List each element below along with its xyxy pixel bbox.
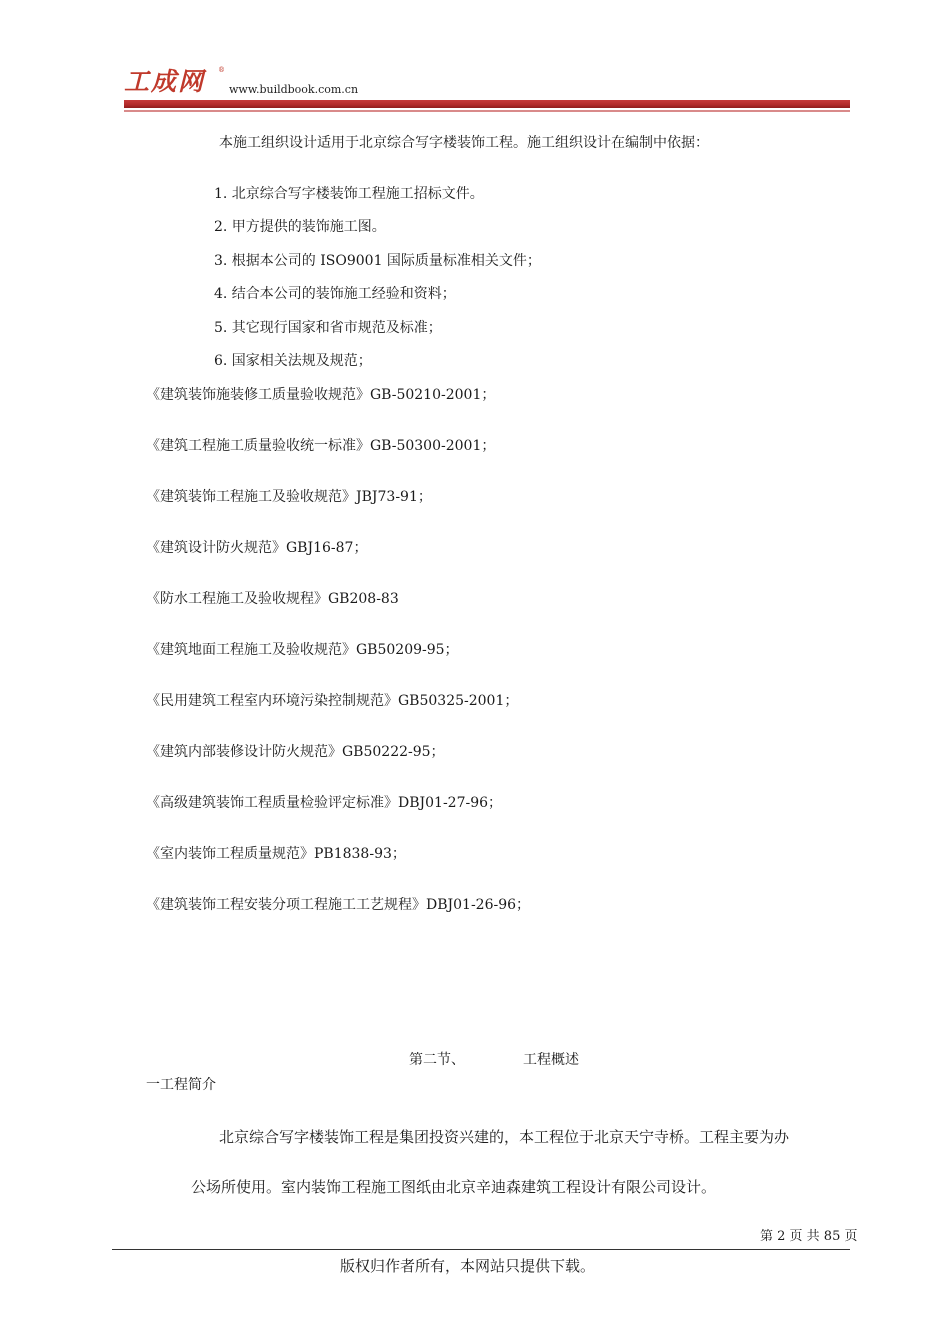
overview-paragraph-line: 北京综合写字楼装饰工程是集团投资兴建的，本工程位于北京天宁寺桥。工程主要为办 — [219, 1128, 790, 1146]
basis-item: 1. 北京综合写字楼装饰工程施工招标文件。 — [214, 186, 484, 202]
footer-divider — [112, 1249, 850, 1250]
section-title: 工程概述 — [523, 1052, 579, 1068]
standard-item: 《建筑内部装修设计防火规范》GB50222-95； — [146, 744, 445, 760]
standard-item: 《民用建筑工程室内环境污染控制规范》GB50325-2001； — [146, 693, 519, 709]
standard-item: 《建筑装饰工程安装分项工程施工工艺规程》DBJ01-26-96； — [146, 897, 531, 913]
standard-item: 《建筑装饰工程施工及验收规范》JBJ73-91； — [146, 489, 432, 505]
basis-item: 5. 其它现行国家和省市规范及标准； — [214, 320, 442, 336]
basis-item: 6. 国家相关法规及规范； — [214, 353, 372, 369]
intro-paragraph: 本施工组织设计适用于北京综合写字楼装饰工程。施工组织设计在编制中依据： — [219, 135, 709, 151]
basis-item: 3. 根据本公司的 ISO9001 国际质量标准相关文件； — [214, 253, 541, 269]
basis-item: 2. 甲方提供的装饰施工图。 — [214, 219, 386, 235]
logo-text: 工成网 — [124, 67, 206, 96]
subheading: 一工程简介 — [146, 1077, 216, 1093]
standard-item: 《室内装饰工程质量规范》PB1838-93； — [146, 846, 406, 862]
standard-item: 《建筑装饰施装修工质量验收规范》GB-50210-2001； — [146, 387, 496, 403]
header-divider — [124, 100, 850, 108]
overview-paragraph-line: 公场所使用。室内装饰工程施工图纸由北京辛迪森建筑工程设计有限公司设计。 — [191, 1178, 717, 1196]
copyright-notice: 版权归作者所有，本网站只提供下载。 — [340, 1257, 596, 1275]
standard-item: 《高级建筑装饰工程质量检验评定标准》DBJ01-27-96； — [146, 795, 503, 811]
standard-item: 《建筑工程施工质量验收统一标准》GB-50300-2001； — [146, 438, 496, 454]
standard-item: 《防水工程施工及验收规程》GB208-83 — [146, 591, 399, 607]
standard-item: 《建筑设计防火规范》GBJ16-87； — [146, 540, 368, 556]
site-url: www.buildbook.com.cn — [229, 83, 359, 96]
section-number: 第二节、 — [409, 1052, 465, 1068]
standard-item: 《建筑地面工程施工及验收规范》GB50209-95； — [146, 642, 459, 658]
header-divider-thin — [124, 110, 850, 112]
basis-item: 4. 结合本公司的装饰施工经验和资料； — [214, 286, 456, 302]
site-logo — [124, 66, 224, 98]
registered-mark: ® — [218, 66, 225, 74]
page-number: 第 2 页 共 85 页 — [760, 1229, 858, 1244]
